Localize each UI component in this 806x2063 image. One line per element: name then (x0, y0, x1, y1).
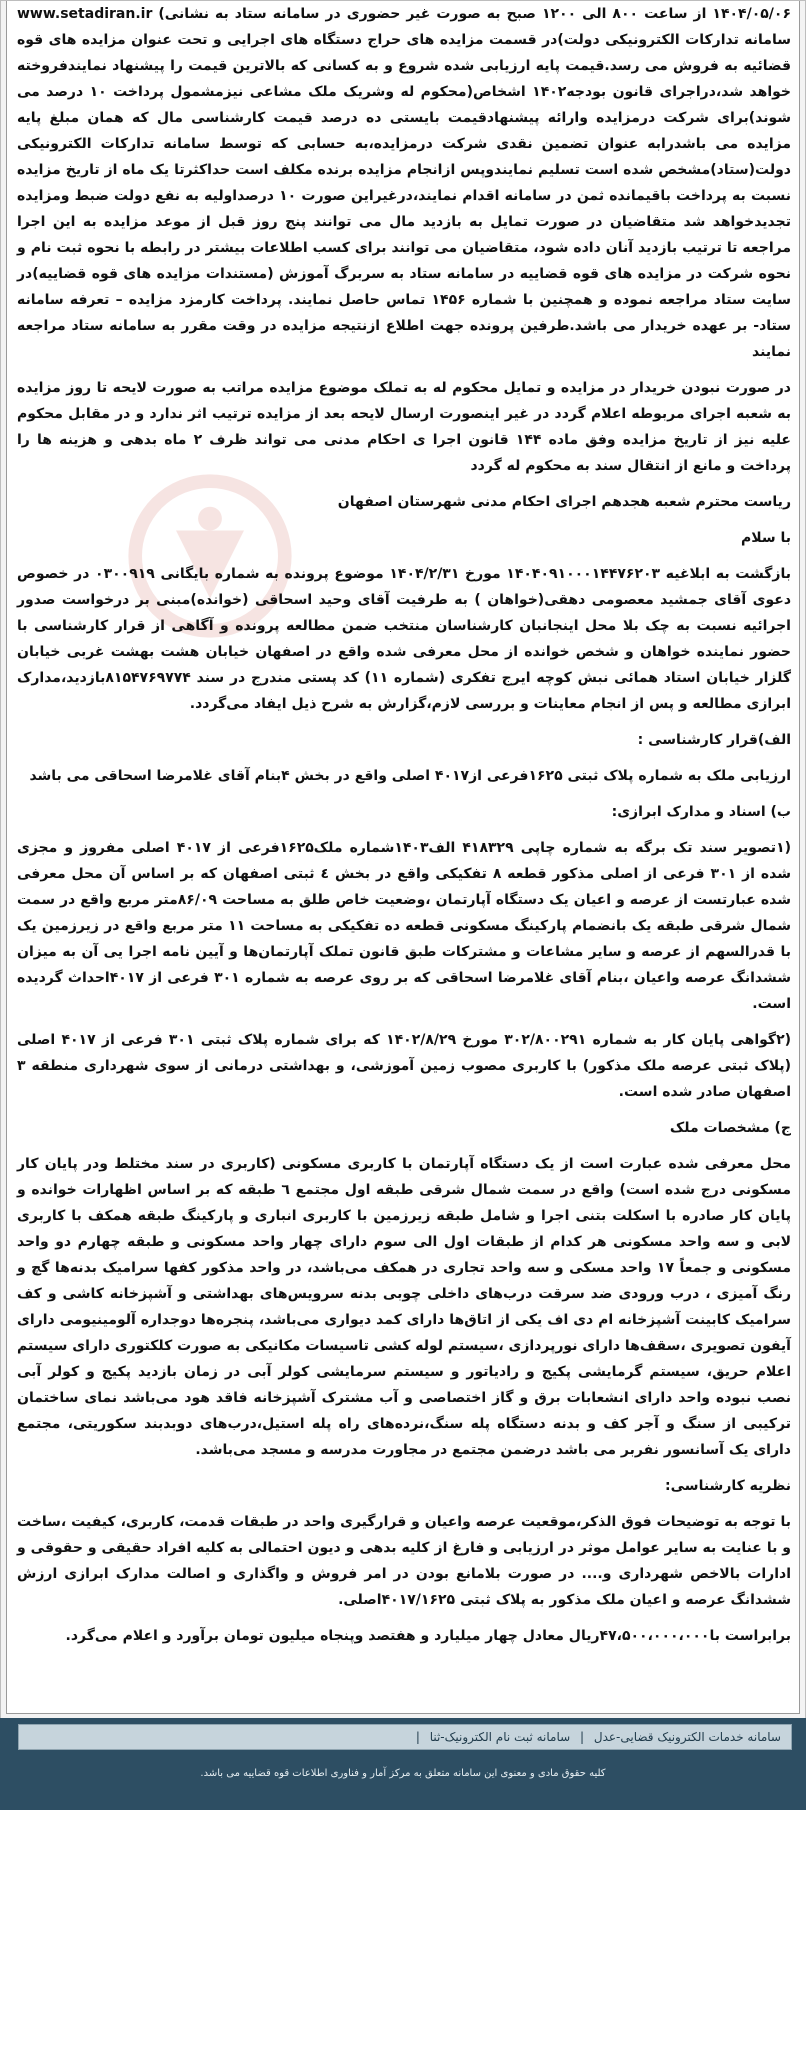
notice-text (7, 1, 799, 1649)
site-footer (0, 1718, 806, 1810)
document-item-2: (۲گواهی پایان کار به شماره ۳۰۲/۸۰۰۲۹۱ مورخ ۱۴۰۲/۸/۲۹ که برای شماره پلاک ثبتی ۳۰۱ فرعی از ۴۰۱۷ اصلی (پلاک ثبتی عرصه ملک مذکور) با کاربری مصوب زمین آموزشی، و بهداشتی درمانی از سوی شهرداری منطقه ۳ اصفهان صادر شده است. (17, 1032, 792, 1100)
footer-copyright: کلیه حقوق مادی و معنوی این سامانه متعلق به مرکز آمار و فناوری اطلاعات قوه قضاییه می باشد. (200, 1768, 606, 1779)
report-intro-paragraph: بازگشت به ابلاغیه ۱۴۰۴۰۹۱۰۰۰۱۴۴۷۶۲۰۳ مورخ ۱۴۰۴/۲/۳۱ موضوع پرونده به شماره بایگانی ۰۳۰۰۹۱۹ در خصوص دعوی آقای جمشید معصومی دهقی(خواهان ) به طرفیت آقای وحید اسحاقی (خوانده)مبنی بر درخواست صدور اجرائیه نسبت به چک بلا محل اینجانبان کارشناسان منتخب ضمن مطالعه پرونده و آگاهی از قرار کارشناسی با حضور نماینده خواهان و شخص خوانده از محل معرفی شده واقع در اصفهان خیابان هشت بهشت غربی خیابان گلزار خیابان استاد همائی نبش کوچه ایرج تفکری (شماره ۱۱) کد پستی مندرج در سند ۸۱۵۴۷۶۹۷۷۴بازدید،مدارک ابرازی مطالعه و پس از انجام معاینات و بررسی لازم،گزارش به شرح ذیل ایفاد می‌گردد. (17, 566, 791, 712)
auction-terms-paragraph: ۱۴۰۴/۰۵/۰۶ از ساعت ۸۰۰ الی ۱۲۰۰ صبح به صورت غیر حضوری در سامانه ستاد به نشانی) www.setadiran.ir سامانه تدارکات الکترونیکی دولت)در قسمت مزایده های حراج دستگاه های اجرایی و تحت عنوان مزایده های قوه قضائیه به فروش می رسد.قیمت پایه ارزیابی شده شروع و به کسانی که بالاترین قیمت را پیشنهاد نمایندفروخته خواهد شد،دراجرای قانون بودجه۱۴۰۲ اشخاص(محکوم له وشریک ملک مشاعی نیزمشمول پرداخت ۱۰ درصد می شوند)برای شرکت درمزایده وارائه پیشنهادقیمت بایستی ده درصد قیمت کارشناسی مال که همان مبلغ پایه مزایده می باشدرابه عنوان تضمین نقدی شرکت درمزایده،به حسابی که توسط سامانه تدارکات الکترونیکی دولت(ستاد)مشخص شده است تسلیم نمایندوپس ازانجام مزایده برنده مکلف است حداکثرتا یک ماه از تاریخ مزایده نسبت به پرداخت باقیمانده ثمن در سامانه اقدام نمایند،درغیراین صورت ۱۰ درصداولیه به نفع دولت ضبط ومزایده تجدیدخواهد شد متقاضیان در صورت تمایل به بازدید مال می توانند پنج روز قبل از موعد مزایده به این اجرا مراجعه تا ترتیب بازدید آنان داده شود، متقاضیان می توانند برای کسب اطلاعات بیشتر در رابطه با نحوه ثبت نام و نحوه شرکت در مزایده های قوه قضاییه در سامانه ستاد به سربرگ آموزش (مستندات مزایده های قوه قضاییه)در سایت ستاد مراجعه نموده و همچنین با شماره ۱۴۵۶ تماس حاصل نمایند. پرداخت کارمزد مزایده – تعرفه سامانه ستاد- بر عهده خریدار می باشد.طرفین پرونده جهت اطلاع ازنتیجه مزایده در وقت مقرر به سامانه ستاد مراجعه نمایند (17, 6, 792, 360)
footer-separator-end: | (415, 1730, 420, 1744)
footer-separator: | (580, 1730, 585, 1744)
document-item-1: (۱تصویر سند تک برگه به شماره چاپی ۴۱۸۳۲۹ الف۱۴۰۳شماره ملک۱۶۲۵فرعی از ۴۰۱۷ اصلی مفروز و مجزی شده از ۳۰۱ فرعی از اصلی مذکور قطعه ۸ تفکیکی واقع در بخش ٤ ثبتی اصفهان که بر اساس آن محل معرفی شده عبارتست از عرصه و اعیان یک دستگاه آپارتمان ،وضعیت خاص طلق به مساحت ۸۶/۰۹متر مربع واقع در سمت شمال شرقی طبقه یک بانضمام پارکینگ مسکونی قطعه ده تفکیکی به مساحت ۱۱ متر مربع واقع در زیرزمین یک با قدرالسهم از عرصه و سایر مشاعات و مشترکات طبق قانون تملک آپارتمان‌ها و آیین نامه اجرا یی آن به میزان ششدانگ عرصه واعیان ،بنام آقای غلامرضا اسحاقی که بر روی عرصه به شماره ۳۰۱ فرعی از ۴۰۱۷احداث گردیده است. (17, 840, 792, 1012)
greeting: با سلام (740, 530, 791, 546)
section-a-heading: الف)قرار کارشناسی : (637, 732, 791, 748)
property-specs-paragraph: محل معرفی شده عبارت است از یک دستگاه آپارتمان با کاربری مسکونی (کاربری در سند مختلط ودر پایان کار مسکونی درج شده است) واقع در سمت شمال شرقی طبقه اول مجتمع ٦ طبقه که بر اساس اظهارات خوانده و پایان کار صادره با اسکلت بتنی اجرا و شامل طبقه زیرزمین با کاربری انباری و پارکینگ طبقه همکف با کاربری لابی و سه واحد مسکونی هر کدام از طبقات اول الی سوم دارای چهار واحد مسکونی و طبقه چهارم دو واحد مسکونی و جمعاً ۱۷ واحد مسکی و سه واحد تجاری در همکف می‌باشد، در واحد مذکور کفها سرامیک بدنه‌ها گچ و رنگ آمیزی ، درب ورودی ضد سرقت درب‌های داخلی چوبی بدنه سرویس‌های بهداشتی و آشپزخانه کاشی و کف سرامیک کابینت آشپزخانه ام دی اف یکی از اتاق‌ها دارای کمد دیواری می‌باشد، پنجره‌ها دوجداره آلومینیومی دارای آیفون تصویری ،سقف‌ها دارای نورپردازی ،سیستم لوله کشی تاسیسات مکانیکی به صورت کلکتوری دارای سیستم اعلام حریق، سیستم گرمایشی پکیج و رادیاتور و سیستم سرمایشی کولر آبی در زمان بازدید پکیج و کولر آبی نصب نبوده واحد دارای انشعابات برق و گاز اختصاصی و آب مشترک آشپزخانه فاقد هود می‌باشد نمای ساختمان ترکیبی از سنگ و آجر کف و بدنه دستگاه پله سنگ،نرده‌های راه پله استیل،درب‌های دوبدبند سکوریتی، مجتمع دارای یک آسانسور نفربر می باشد درضمن مجتمع در مجاورت مدرسه و مسجد می‌باشد. (17, 1156, 791, 1458)
footer-link-adl[interactable]: سامانه خدمات الکترونیک قضایی-عدل (593, 1730, 781, 1744)
document-panel (6, 1, 800, 1714)
footer-links-bar (18, 1724, 792, 1750)
section-b-heading: ب) اسناد و مدارک ابرازی: (611, 804, 791, 820)
expert-opinion-text: با توجه به توضیحات فوق الذکر،موقعیت عرصه واعیان و قرارگیری واحد در طبقات قدمت، کاربری، کیفیت ،ساخت و با عنایت به سایر عوامل موثر در ارزیابی و فارغ از کلیه بدهی و دیون احتمالی به کلیه افراد حقیقی و حقوقی و ادارات بالاخص شهرداری و.... در صورت بلامانع بودن در امر فروش و واگذاری و اصالت مدارک ابرازی ارزش ششدانگ عرصه و اعیان ملک مذکور به پلاک ثبتی ۴۰۱۷/۱۶۲۵اصلی. (17, 1514, 791, 1608)
expert-opinion-heading: نظریه کارشناسی: (665, 1478, 791, 1494)
addressee-heading: ریاست محترم شعبه هجدهم اجرای احکام مدنی شهرستان اصفهان (337, 494, 791, 510)
section-c-heading: ج) مشخصات ملک (669, 1120, 791, 1136)
buyer-absence-paragraph: در صورت نبودن خریدار در مزایده و تمایل محکوم له به تملک موضوع مزایده مراتب به صورت لایحه تا روز مزایده به شعبه اجرای مربوطه اعلام گردد در غیر اینصورت ارسال لایحه بعد از مزایده ترتیب اثر ندارد و در مقابل محکوم علیه نیز از تاریخ مزایده وفق ماده ۱۴۴ قانون اجرا ی احکام مدنی می تواند ظرف ۲ ماه بدهی و هزینه ها را پرداخت و مانع از انتقال سند به محکوم له گردد (17, 380, 791, 474)
footer-link-sana[interactable]: سامانه ثبت نام الکترونیک-ثنا (429, 1730, 571, 1744)
valuation-result: برابراست با۴۷،۵۰۰،۰۰۰،۰۰۰ریال معادل چهار میلیارد و هفتصد وپنجاه میلیون تومان برآورد و اعلام می‌گرد. (65, 1628, 791, 1644)
section-a-text: ارزیابی ملک به شماره پلاک ثبتی ۱۶۲۵فرعی از۴۰۱۷ اصلی واقع در بخش ۴بنام آقای غلامرضا اسحاقی می باشد (29, 768, 791, 784)
